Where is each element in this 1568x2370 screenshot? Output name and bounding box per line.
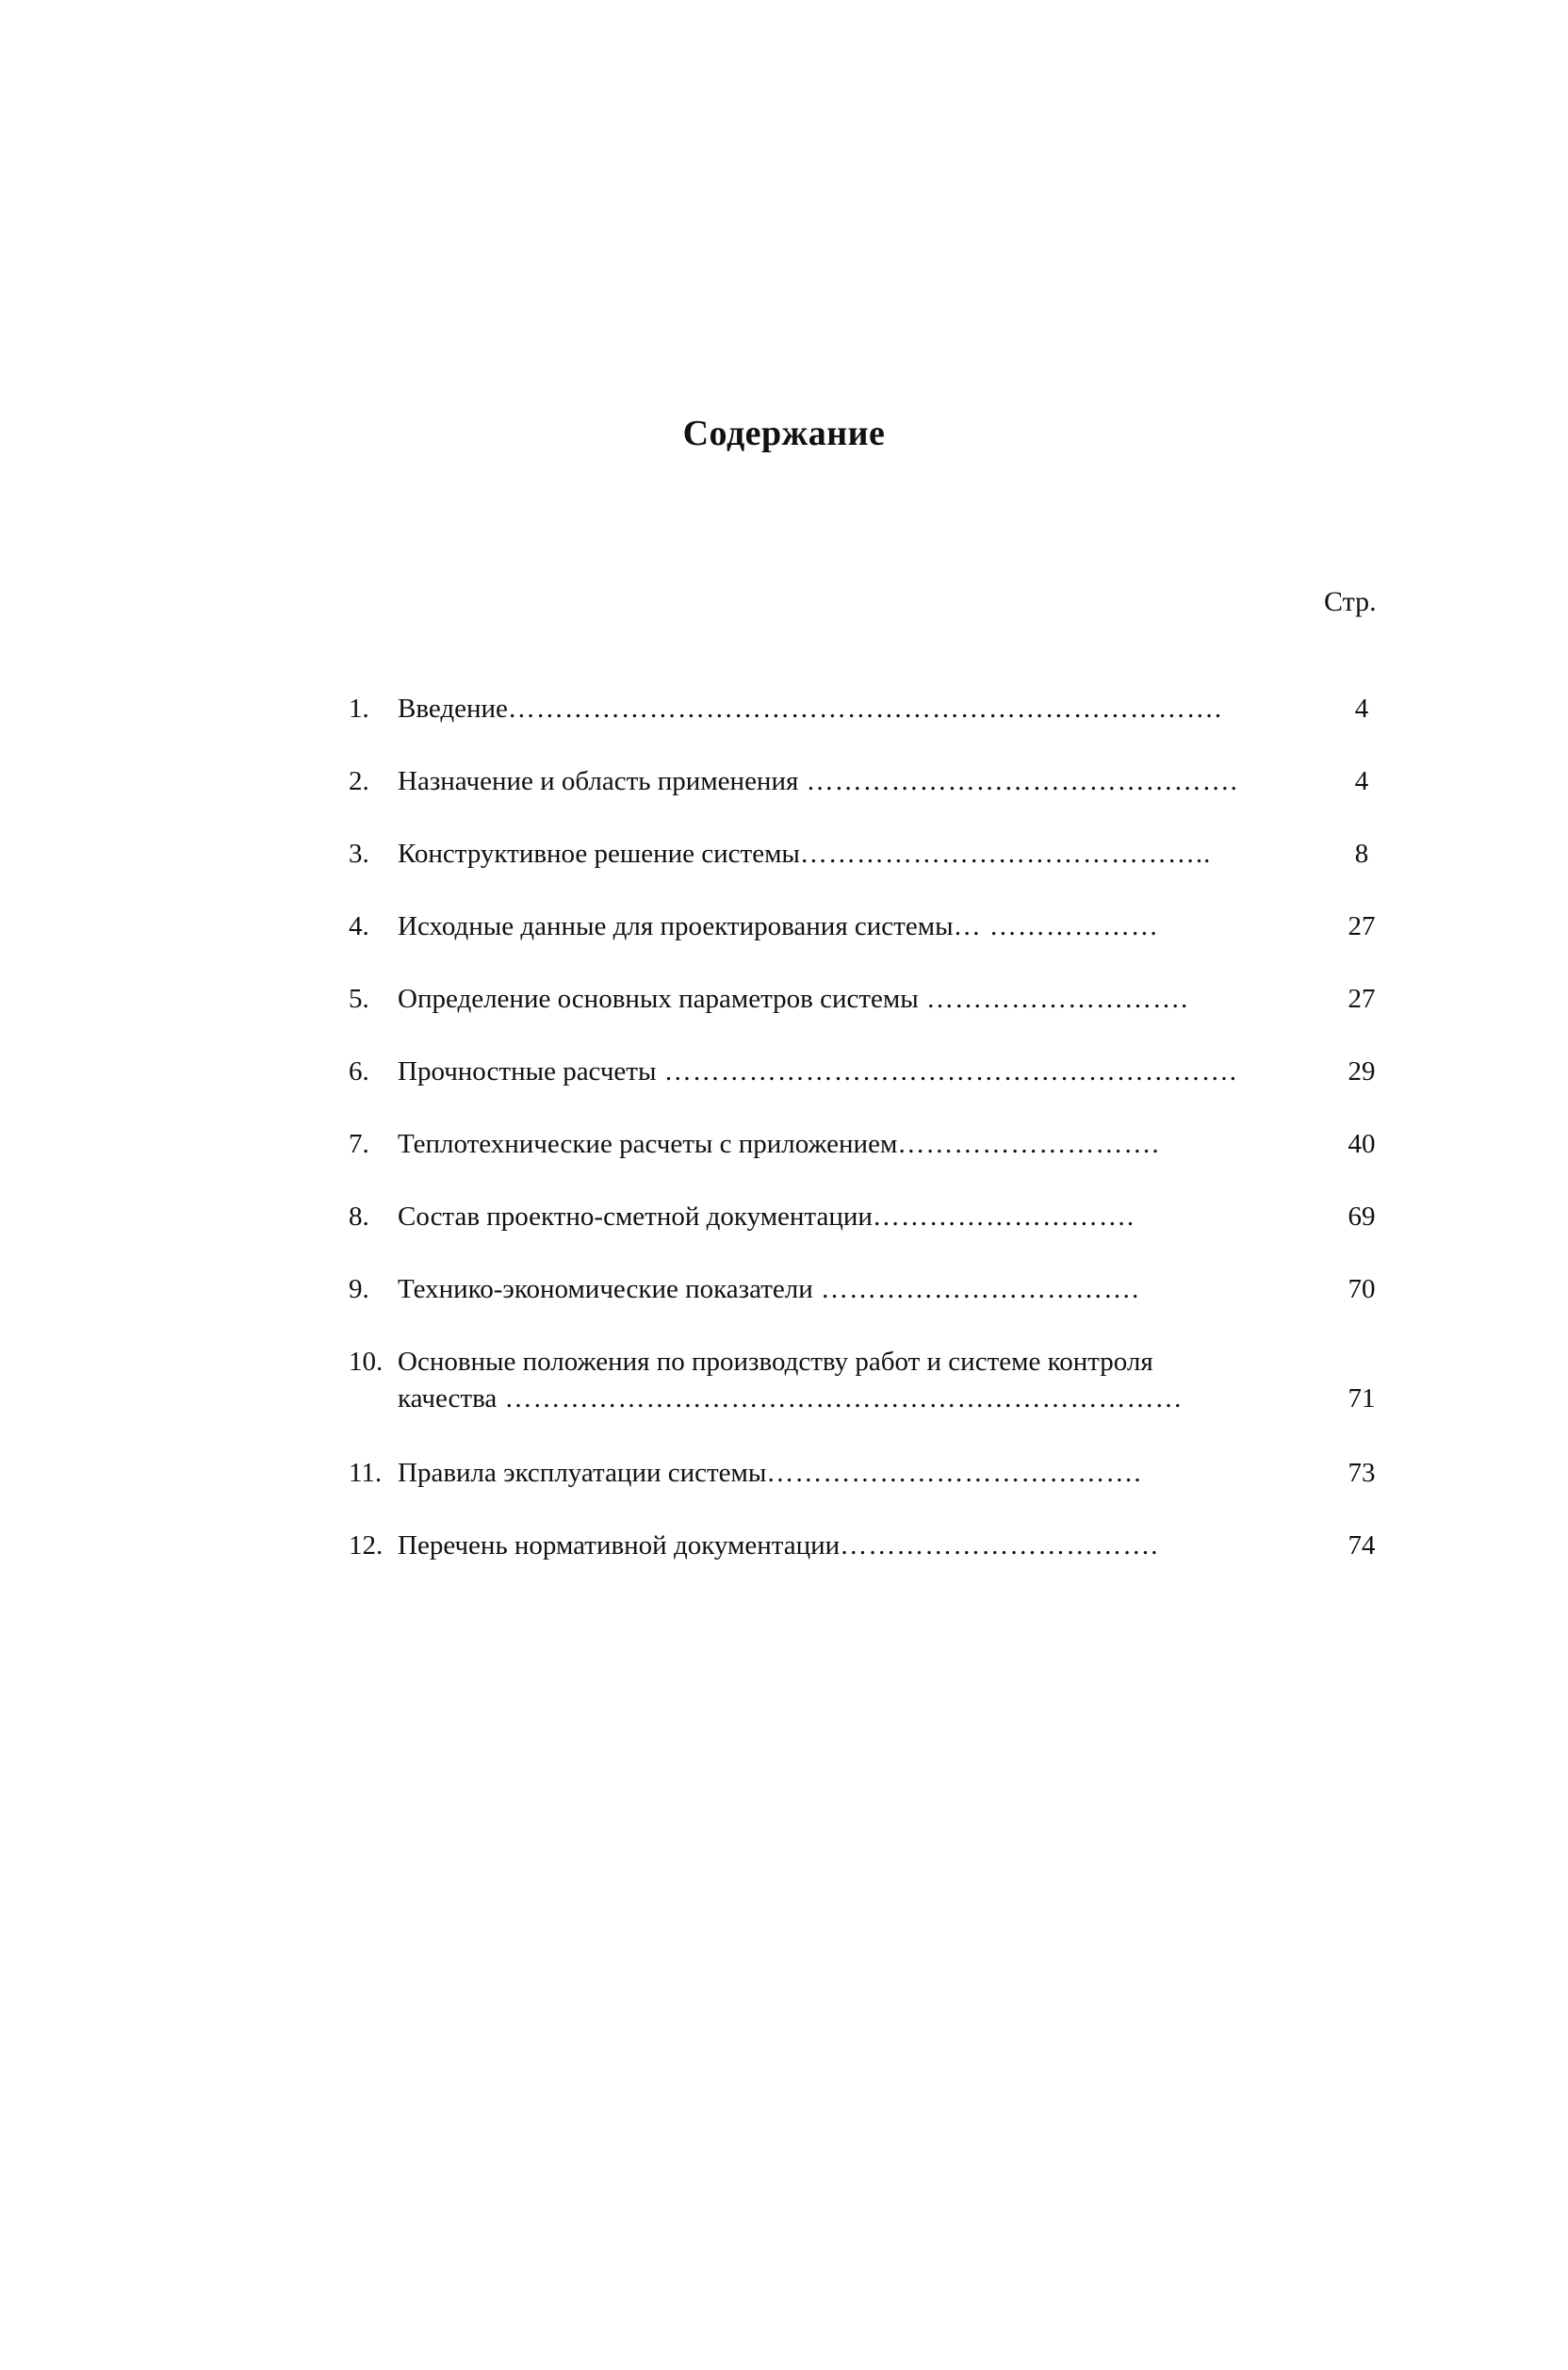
page-column-header: Стр.: [1324, 586, 1377, 617]
toc-leader-dots: ……………………………………..: [799, 839, 1212, 869]
toc-entry: [349, 1198, 1395, 1270]
toc-entry-title-line: [398, 1270, 1297, 1308]
toc-entry-page: 69: [1348, 1201, 1376, 1232]
toc-leader-dots: ………………………………………………………………….: [507, 694, 1223, 724]
toc-entry: [349, 835, 1395, 907]
toc-entry-title-line: [398, 835, 1297, 873]
toc-entry-page: 71: [1348, 1383, 1376, 1414]
toc-leader-dots: ………………………………….: [766, 1458, 1142, 1488]
toc-entry-page: 73: [1348, 1458, 1376, 1488]
toc-entry-title-line: [398, 1125, 1297, 1163]
toc-entry-title: Исходные данные для проектирования системы: [398, 911, 954, 941]
toc-entry: [349, 1343, 1395, 1454]
toc-entry-number: 2.: [349, 766, 369, 796]
toc-entry-title-line: [398, 907, 1297, 945]
toc-entry-number: 5.: [349, 984, 369, 1014]
toc-entry-title: Введение: [398, 694, 508, 724]
toc-entry: [349, 1053, 1395, 1125]
toc-entry-page: 29: [1348, 1056, 1376, 1087]
toc-entry-page: 8: [1354, 839, 1369, 869]
toc-entry-number: 9.: [349, 1274, 369, 1304]
toc-entry-title: Перечень нормативной документации: [398, 1530, 841, 1561]
toc-leader-dots: ……………………….: [897, 1129, 1160, 1159]
toc-entry: [349, 1527, 1395, 1599]
toc-entry-page: 40: [1348, 1129, 1376, 1159]
toc-entry: [349, 1125, 1395, 1198]
toc-entry-page: 4: [1354, 766, 1369, 796]
toc-leader-dots: …………………………….: [812, 1274, 1140, 1304]
toc-leader-dots: ………………………………………………………………: [497, 1383, 1184, 1414]
toc-entry-title: Конструктивное решение системы: [398, 839, 800, 869]
toc-entry: [349, 980, 1395, 1053]
toc-entry-number: 8.: [349, 1201, 369, 1232]
toc-entry-title: Определение основных параметров системы: [398, 984, 919, 1014]
toc-entry-title-line: [398, 762, 1297, 800]
toc-entry-title: Состав проектно-сметной документации: [398, 1201, 873, 1232]
toc-entry-number: 11.: [349, 1458, 383, 1488]
toc-entry-title: Теплотехнические расчеты с приложением: [398, 1129, 898, 1159]
toc-entry-title-line: [398, 1053, 1297, 1090]
toc-entry-number: 4.: [349, 911, 369, 941]
toc-entry-title: Назначение и область применения: [398, 766, 799, 796]
toc-entry-title-continuation: качества: [398, 1383, 498, 1414]
toc-entry-title-line: [398, 1380, 1297, 1417]
toc-entry-number: 1.: [349, 694, 369, 724]
toc-entry-title-line: [398, 1527, 1297, 1564]
toc-entry-number: 12.: [349, 1530, 384, 1561]
toc-entry-page: 4: [1354, 694, 1369, 724]
toc-entry-title: Технико-экономические показатели: [398, 1274, 813, 1304]
toc-leader-dots: ……………………….: [918, 984, 1189, 1014]
toc-entry: [349, 690, 1395, 762]
table-of-contents: [349, 690, 1395, 1599]
toc-leader-dots: … ………………: [953, 911, 1159, 941]
toc-entry-title-line: [398, 690, 1297, 727]
toc-entry-page: 27: [1348, 984, 1376, 1014]
toc-leader-dots: …………………………………………………….: [656, 1056, 1237, 1087]
toc-leader-dots: ……………………………………….: [798, 766, 1238, 796]
toc-entry-page: 74: [1348, 1530, 1376, 1561]
toc-entry-title-line: [398, 1343, 1297, 1381]
toc-entry-title-line: [398, 980, 1297, 1018]
toc-entry: [349, 762, 1395, 835]
toc-entry-number: 3.: [349, 839, 369, 869]
page-title: Содержание: [682, 414, 886, 453]
toc-entry-title: Прочностные расчеты: [398, 1056, 657, 1087]
toc-entry-number: 7.: [349, 1129, 369, 1159]
toc-entry: [349, 1454, 1395, 1527]
toc-leader-dots: ……………………….: [872, 1201, 1135, 1232]
toc-entry-number: 6.: [349, 1056, 369, 1087]
toc-entry-page: 70: [1348, 1274, 1376, 1304]
toc-entry: [349, 907, 1395, 980]
toc-entry-title: Правила эксплуатации системы: [398, 1458, 767, 1488]
toc-entry-page: 27: [1348, 911, 1376, 941]
toc-leader-dots: …………………………….: [840, 1530, 1159, 1561]
toc-entry-title: Основные положения по производству работ и системе контроля: [398, 1347, 1153, 1377]
toc-entry: [349, 1270, 1395, 1343]
toc-entry-number: 10.: [349, 1347, 384, 1377]
toc-entry-title-line: [398, 1454, 1297, 1492]
toc-entry-title-line: [398, 1198, 1297, 1235]
